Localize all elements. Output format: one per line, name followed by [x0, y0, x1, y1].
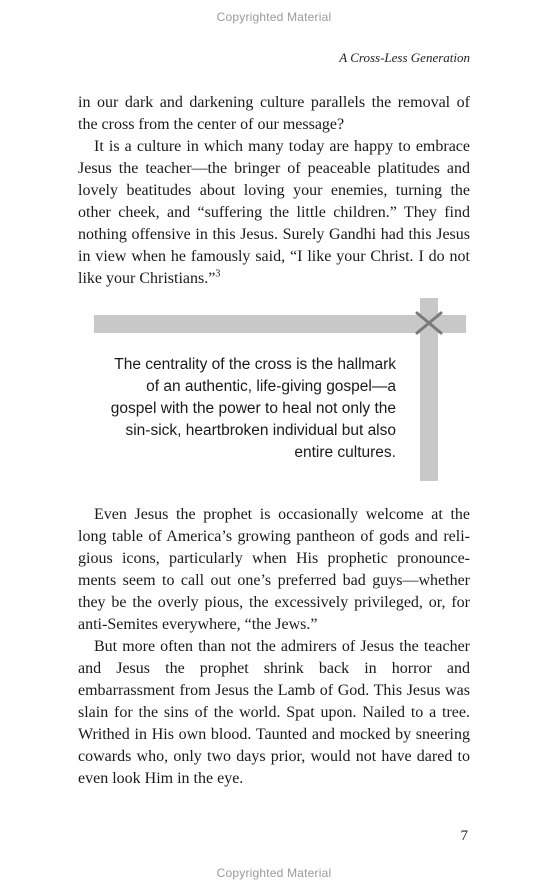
x-mark-icon: [413, 309, 445, 337]
text-block-top: [78, 92, 470, 290]
copyright-watermark-top: Copyrighted Material: [216, 10, 332, 24]
paragraph-text: It is a culture in which many today are happy to embrace Jesus the teacher—the bringer of peaceable platitudes and lovely beatitudes about loving your enemies, turning the other cheek, and “suffering the little children.” They find nothing offensive in this Jesus. Surely Gandhi had this Jesus in view when he famously said, “I like your Christ. I do not like your Christians.”: [78, 138, 470, 287]
text-block-bottom: [78, 504, 470, 790]
paragraph: in our dark and darkening culture parallels the removal of the cross from the center of our message?: [78, 94, 470, 133]
pull-quote: The centrality of the cross is the hallmark of an authentic, life-giving gospel—a gospel with the power to heal not only the sin-sick, heartbroken individual but also entire cultures.: [110, 356, 396, 461]
running-head: A Cross-Less Generation: [339, 50, 470, 65]
paragraph: But more often than not the admirers of Jesus the teacher and Jesus the prophet shrink back in horror and embarrassment from Jesus the Lamb of God. This Jesus was slain for the sins of the world. Spat upon. Nailed to a tree. Writhed in His own blood. Taunted and mocked by sneering cowards who, only two days prior, would not have dared to even look Him in the eye.: [78, 638, 470, 787]
footnote-marker: 3: [215, 268, 221, 280]
page-number: 7: [460, 828, 468, 844]
paragraph: Even Jesus the prophet is occasionally welcome at the long table of America’s growing pantheon of gods and religious icons, particularly when His prophetic pronouncements seem to call out one’s preferred bad guys—whether they be the overly pious, the excessively privileged, or, for anti-Semites everywhere, “the Jews.”: [78, 506, 470, 633]
copyright-watermark-bottom: Copyrighted Material: [216, 866, 332, 880]
paragraph: [78, 136, 470, 290]
cross-horizontal-bar: [94, 315, 466, 333]
